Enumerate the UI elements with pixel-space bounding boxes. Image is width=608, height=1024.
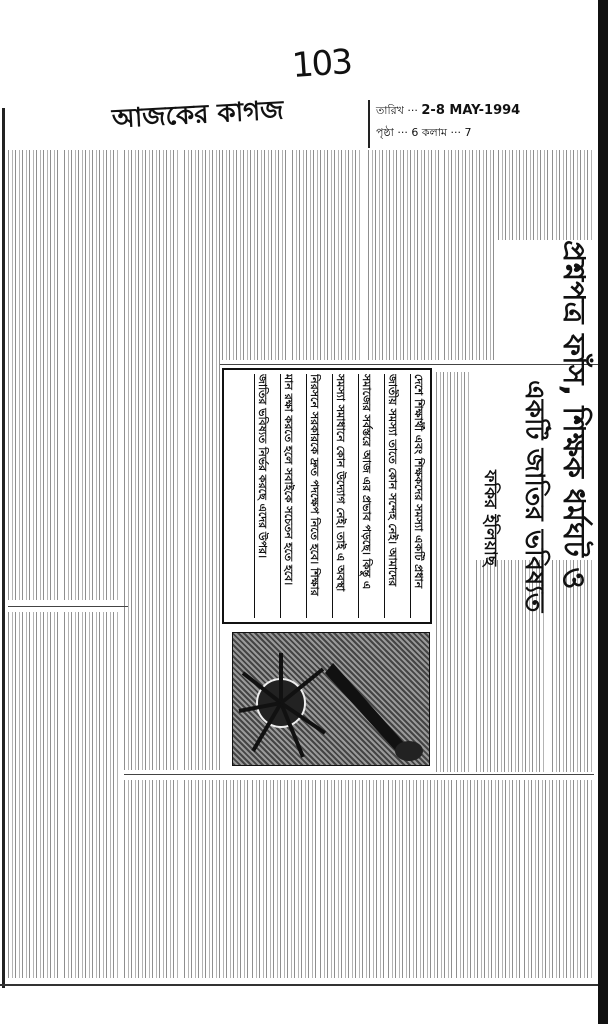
article-illustration: [232, 632, 430, 766]
column-divider: [220, 364, 598, 365]
stamp-date-label: তারিখ: [376, 104, 404, 117]
article-byline: ফকির ইলিয়াছ: [480, 470, 500, 567]
body-text-column: [524, 780, 594, 978]
body-text-column: [456, 780, 520, 978]
body-text-column: [252, 780, 316, 978]
body-text-column: [552, 560, 594, 772]
pull-quote-line: দেশে শিক্ষার্থী এবং শিক্ষকদের সমস্যা একটি প্রধান: [410, 374, 425, 618]
article-headline-line1: প্রশ্নপত্র ফাঁস, শিক্ষক ধর্মঘট ও: [556, 240, 591, 590]
handwritten-page-number: 103: [290, 41, 353, 87]
body-text-column: [320, 780, 384, 978]
stamp-page-label: পৃষ্ঠা: [376, 126, 394, 139]
body-text-column: [444, 150, 494, 360]
body-text-column: [498, 150, 548, 240]
body-text-column: [64, 612, 120, 978]
body-text-column: [292, 150, 362, 360]
newspaper-masthead: আজকের কাগজ: [111, 95, 285, 135]
pull-quote-line: জাতীয় সমস্যা তাতে কোন সন্দেহ নেই। আমাদের: [384, 374, 399, 618]
page-left-border: [2, 108, 5, 988]
pull-quote-line: সমাজের সর্বস্তরে আজ এর প্রভাব পড়ছে। কিন্তু এ: [358, 374, 373, 618]
body-text-column: [184, 150, 220, 770]
column-divider: [8, 606, 128, 607]
body-text-column: [8, 150, 60, 600]
stamp-page-row: পৃষ্ঠা ··· 6 কলাম ··· 7: [376, 126, 472, 139]
sun-torch-illustration: [233, 633, 429, 765]
body-text-column: [436, 372, 470, 772]
stamp-column-label: কলাম: [421, 126, 448, 139]
pull-quote-line: নিরসনে সরকারকে দ্রুত পদক্ষেপ নিতে হবে। শিক্ষার: [306, 374, 321, 618]
body-text-column: [64, 150, 120, 600]
article-headline-line2: একটি জাতির ভবিষ্যত: [519, 380, 549, 613]
body-text-column: [124, 150, 180, 770]
body-text-column: [388, 780, 452, 978]
column-divider: [124, 774, 594, 775]
pull-quote-line: জাতির ভবিষ্যত নির্ভর করছে এদের উপর।: [254, 374, 269, 618]
pull-quote-box: [222, 368, 432, 624]
body-text-column: [552, 150, 594, 240]
page-bottom-border: [0, 984, 608, 986]
stamp-date-value: 2-8 MAY-1994: [421, 103, 521, 118]
stamp-date-row: তারিখ ··· 2-8 MAY-1994: [376, 103, 521, 118]
pull-quote-line: সমস্যা সমাধানে কোন উদ্যোগ নেই। তাই এ অবস্থা: [332, 374, 347, 618]
body-text-column: [8, 612, 60, 978]
pull-quote-line: মান রক্ষা করতে হলে সবাইকে সচেতন হতে হবে।: [280, 374, 295, 618]
body-text-column: [222, 150, 288, 360]
stamp-column-value: 7: [464, 126, 472, 139]
body-text-column: [124, 780, 180, 978]
stamp-page-value: 6: [411, 126, 419, 139]
body-text-column: [184, 780, 248, 978]
body-text-column: [368, 150, 440, 360]
scan-edge: [598, 0, 608, 1024]
clipping-date-stamp: [368, 100, 582, 148]
